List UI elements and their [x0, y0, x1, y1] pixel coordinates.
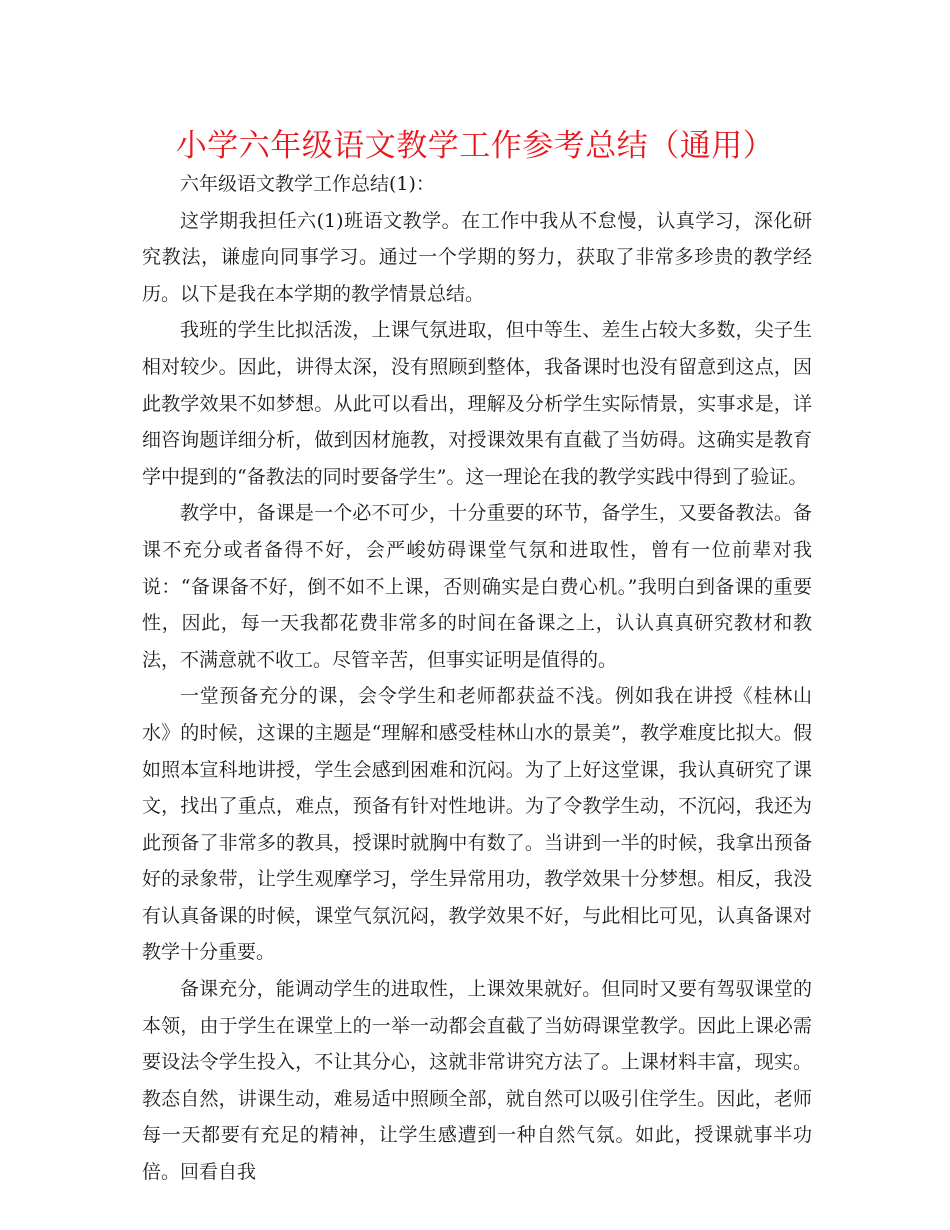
paragraph-1: 这学期我担任六(1)班语文教学。在工作中我从不怠慢，认真学习，深化研究教法，谦虚向同事学习。通过一个学期的努力，获取了非常多珍贵的教学经历。以下是我在本学期的教学情景总结。 [142, 209, 812, 305]
paragraph-3: 教学中，备课是一个必不可少，十分重要的环节，备学生，又要备教法。备课不充分或者备得不好，会严峻妨碍课堂气氛和进取性，曾有一位前辈对我说：“备课备不好，倒不如不上课，否则确实是白费心机。”我明白到备课的重要性，因此，每一天我都花费非常多的时间在备课之上，认认真真研究教材和教法，不满意就不收工。尽管辛苦，但事实证明是值得的。 [142, 502, 812, 671]
document-body [142, 166, 812, 1191]
paragraph-5: 备课充分，能调动学生的进取性，上课效果就好。但同时又要有驾驭课堂的本领，由于学生在课堂上的一举一动都会直截了当妨碍课堂教学。因此上课必需要设法令学生投入，不让其分心，这就非常讲究方法了。上课材料丰富，现实。教态自然，讲课生动，难易适中照顾全部，就自然可以吸引住学生。因此，老师每一天都要有充足的精神，让学生感遭到一种自然气氛。如此，授课就事半功倍。回看自我 [142, 978, 812, 1184]
section-heading: 六年级语文教学工作总结(1)： [180, 173, 435, 195]
paragraph-2: 我班的学生比拟活泼，上课气氛进取，但中等生、差生占较大多数，尖子生相对较少。因此，讲得太深，没有照顾到整体，我备课时也没有留意到这点，因此教学效果不如梦想。从此可以看出，理解及分析学生实际情景，实事求是，详细咨询题详细分析，做到因材施教，对授课效果有直截了当妨碍。这确实是教育学中提到的“备教法的同时要备学生”。这一理论在我的教学实践中得到了验证。 [142, 319, 812, 488]
document-title: 小学六年级语文教学工作参考总结（通用） [175, 128, 775, 164]
paragraph-4: 一堂预备充分的课，会令学生和老师都获益不浅。例如我在讲授《桂林山水》的时候，这课的主题是“理解和感受桂林山水的景美”，教学难度比拟大。假如照本宣科地讲授，学生会感到困难和沉闷。为了上好这堂课，我认真研究了课文，找出了重点，难点，预备有针对性地讲。为了令教学生动，不沉闷，我还为此预备了非常多的教具，授课时就胸中有数了。当讲到一半的时候，我拿出预备好的录象带，让学生观摩学习，学生异常用功，教学效果十分梦想。相反，我没有认真备课的时候，课堂气氛沉闷，教学效果不好，与此相比可见，认真备课对教学十分重要。 [142, 685, 812, 964]
